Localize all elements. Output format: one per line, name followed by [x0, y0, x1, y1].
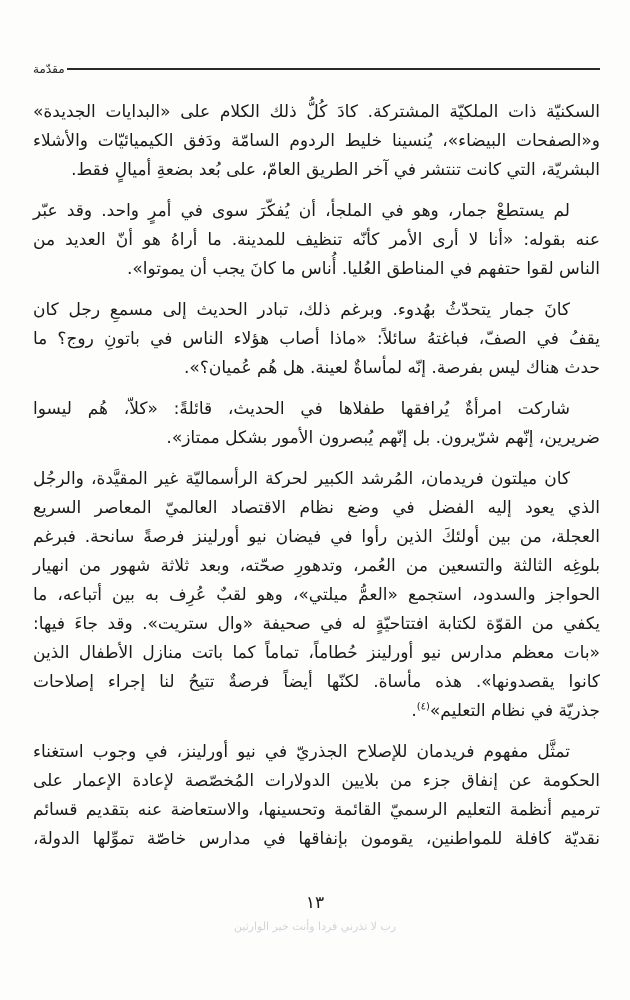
watermark-text: رب لا تذرني فردا وأنت خير الوارثين: [233, 920, 397, 933]
text-line: السكنيّة ذات الملكيّة المشتركة. كادَ كُلُّ ذلك الكلام على «البدايات الجديدة»: [33, 102, 600, 122]
paragraph: [33, 465, 600, 726]
text-line: كان ميلتون فريدمان، المُرشد الكبير لحركة الرأسماليّة غير المقيَّدة، والرجُل: [33, 469, 570, 489]
header-rule: [67, 68, 600, 70]
text-line: حدث هناك ليس بفرصة. إنّه لمأساةٌ لعينة. هل هُم عُميان؟».: [184, 358, 600, 378]
text-line: [33, 697, 600, 726]
text-line: بلوغِه الثالثة والتسعين من العُمر، وتدهورِ صحّته، وبعد ثلاثة شهور من انهيار: [33, 556, 600, 576]
text-line: و«الصفحات البيضاء»، يُنسينا خليط الردوم السامّة ودَفق الكيميائيّات والأشلاء: [33, 131, 600, 151]
chapter-label: مقدّمة: [33, 62, 65, 76]
paragraph: [33, 296, 600, 383]
page-body: [33, 98, 600, 866]
text-line: شاركت امرأةٌ يُرافقها طفلاها في الحديث، قائلةً: «كلاّ، هُم ليسوا: [33, 399, 570, 419]
text-line: يكفي من القوّة لكتابة افتتاحيّةٍ له في صحيفة «وال ستريت». وقد جاءَ فيها:: [33, 614, 600, 634]
text-line: يقفُ في الصفّ، فباغتهُ سائلاً: «ماذا أصاب هؤلاء الناس في باتونِ روج؟ ما: [33, 329, 600, 349]
paragraph: [33, 98, 600, 185]
text-line: كانوا يقصدونها». هذه مأساة. لكنّها أيضاً فرصةٌ تتيحُ لنا إجراء إصلاحات: [33, 672, 600, 692]
text-line: الحكومة عن إنفاق جزء من بلايين الدولارات المُخصّصة لإعادة الإعمار على: [33, 771, 600, 791]
text-line: ترميم أنظمة التعليم الرسميّ القائمة وتحسينها، والاستعاضة عنه بتقديم قسائم: [33, 800, 600, 820]
text-line: تمثَّل مفهوم فريدمان للإصلاح الجذريّ في نيو أورلينز، في وجوب استغناء: [33, 742, 570, 762]
footnote-marker: (٤): [416, 701, 430, 713]
text-line: «بات معظم مدارس نيو أورلينز حُطاماً، تماماً كما باتت منازل الأطفال الذين: [33, 643, 600, 663]
footnote-line-text: جذريّة في نظام التعليم»: [429, 701, 600, 721]
page-number: ١٣: [305, 893, 325, 913]
text-line: عنه بقوله: «أنا لا أرى الأمر كأنّه تنظيف للمدينة. ما أراهُ هو أنّ العديد من: [33, 230, 600, 250]
paragraph: [33, 738, 600, 854]
text-line: لم يستطعْ جمار، وهو في الملجأ، أن يُفكّرَ سوى في أمرٍ واحد. وقد عبّر: [33, 201, 570, 221]
text-line: ضريرين، إنّهم شرّيرون. بل إنّهم يُبصرون الأمور بشكل ممتاز».: [166, 428, 600, 448]
text-line: الحواجز والسدود، استجمع «العمُّ ميلتي»، وهو لقبٌ عُرِف به بين أتباعه، ما: [33, 585, 600, 605]
paragraph: [33, 197, 600, 284]
text-line: البشريّة، التي كانت تنتشر في آخر الطريق العامّ، على بُعد بضعةِ أميالٍ فقط.: [71, 160, 600, 180]
footnote-period: .: [411, 701, 417, 721]
text-line: الناس لقوا حتفهم في المناطق العُليا. أُناس ما كانَ يجب أن يموتوا».: [127, 259, 600, 279]
text-line: العجلة، من بين أولئكَ الذين رأوا في فيضان نيو أورلينز فرصةً سانحة. فبرغم: [33, 527, 600, 547]
running-head: [33, 62, 600, 76]
text-line: الذي يعود إليه الفضل في وضع نظام الاقتصاد العالميّ المعاصر السريع: [33, 498, 600, 518]
text-line: نقديّة كافلة للمواطنين، يقومون بإنفاقها في مدارس خاصّة تموِّلها الدولة،: [33, 829, 600, 849]
paragraph: [33, 395, 600, 453]
text-line: كانَ جمار يتحدّثُ بهُدوء. وبرغم ذلك، تبادر الحديث إلى مسمعِ رجل كان: [33, 300, 570, 320]
